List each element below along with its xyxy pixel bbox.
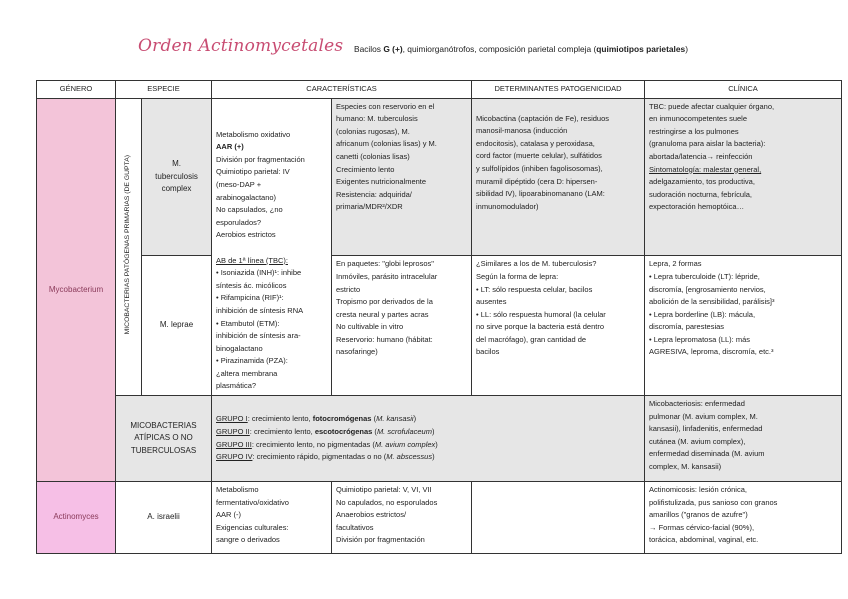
page-title: Orden Actinomycetales: [138, 36, 344, 56]
genus-actinomyces: Actinomyces: [37, 482, 116, 554]
actinomyces-determinants: [472, 482, 645, 554]
atypical-groups: [212, 396, 645, 482]
species-atypical: MICOBACTERIAS ATÍPICAS O NO TUBERCULOSAS: [116, 396, 212, 482]
header-especie: ESPECIE: [116, 81, 212, 99]
table-row: [37, 256, 842, 396]
atypical-group-1: GRUPO I: crecimiento lento, fotocromógenas (M. kansasii): [216, 414, 417, 424]
species-leprae: M. leprae: [142, 256, 212, 396]
group-label-primary: MICOBACTERIAS PATÓGENAS PRIMARIAS (DE GUPTA): [116, 98, 142, 395]
table-header-row: [37, 81, 842, 99]
table-row: [37, 98, 842, 256]
actinomyces-features-b: Quimiotipo parietal: V, VI, VII No capulados, no esporulados Anaerobios estrictos/ facultativos División por fragmentación: [332, 482, 472, 554]
header-determinantes: DETERMINANTES PATOGENICIDAD: [472, 81, 645, 99]
header-genero: GÉNERO: [37, 81, 116, 99]
header-caracteristicas: CARACTERÍSTICAS: [212, 81, 472, 99]
species-tuberculosis: M. tuberculosis complex: [142, 98, 212, 256]
leprae-determinants: ¿Similares a los de M. tuberculosis? Según la forma de lepra: • LT: sólo respuesta celular, bacilos ausentes • LL: sólo respuesta humoral (la celular no sirve porque la bacteria está dentro del macrófago), gran cantidad de bacilos: [472, 256, 645, 396]
header-clinica: CLÍNICA: [645, 81, 842, 99]
actinomyces-clinic: Actinomicosis: lesión crónica, polifistulizada, pus sanioso con granos amarillos ("granos de azufre") → Formas cérvico-facial (90%), torácica, abdominal, vaginal, etc.: [645, 482, 842, 554]
genus-mycobacterium: Mycobacterium: [37, 98, 116, 481]
species-israelii: A. israelii: [116, 482, 212, 554]
leprae-features: En paquetes: "globi leprosos" Inmóviles, parásito intracelular estricto Tropismo por derivados de la cresta neural y partes acras No cultivable in vitro Reservorio: humano (hábitat: nasofaringe): [332, 256, 472, 396]
leprae-clinic: Lepra, 2 formas • Lepra tuberculoide (LT): lépride, discromía, [engrosamiento nervios, abolición de la sensibilidad, parálisis]³ • Lepra borderline (LB): mácula, discromía, parestesias • Lepra lepromatosa (LL): más AGRESIVA, leproma, discromía, etc.³: [645, 256, 842, 396]
page-subtitle: Bacilos G (+), quimiorganótrofos, composición parietal compleja (quimiotipos parietales): [354, 44, 688, 54]
atypical-clinic: Micobacteriosis: enfermedad pulmonar (M. avium complex, M. kansasii), linfadenitis, enfermedad cutánea (M. avium complex), enfermedad diseminada (M. avium complex, M. kansasii): [645, 396, 842, 482]
actinomycetales-table: [36, 80, 842, 554]
tb-determinants: Micobactina (captación de Fe), residuos manosil-manosa (inducción endocitosis), catalasa y peroxidasa, cord factor (muerte celular), sulfátidos y sulfolípidos (inhiben fagolisosomas), muramil dipéptido (cera D: hipersen- sibilidad IV), lipoarabinomanano (LAM: inmunomodulador): [472, 98, 645, 256]
tb-features: Especies con reservorio en el humano: M. tuberculosis (colonias rugosas), M. africanum (colonias lisas) y M. canetti (colonias lisas) Crecimiento lento Exigentes nutricionalmente Resistencia: adquirida/ primaria/MDR²/XDR: [332, 98, 472, 256]
table-row: [37, 396, 842, 482]
table-row: [37, 482, 842, 554]
atypical-group-2: GRUPO II: crecimiento lento, escotocrógenas (M. scrofulaceum): [216, 426, 435, 436]
shared-features: Metabolismo oxidativo AAR (+) División por fragmentación Quimiotipo parietal: IV (meso-DAP + arabinogalactano) No capsulados, ¿no esporulados? Aerobios estrictos AB de 1ª línea (TBC): • Isoniazida (INH)¹: inhibe síntesis ác. micólicos • Rifampicina (RIF)¹: inhibición de síntesis RNA • Etambutol (ETM): inhibición de síntesis ara- binogalactano • Pirazinamida (PZA): ¿altera membrana plasmática?: [212, 98, 332, 395]
atypical-group-3: GRUPO III: crecimiento lento, no pigmentadas (M. avium complex): [216, 439, 438, 449]
actinomyces-features-a: Metabolismo fermentativo/oxidativo AAR (-) Exigencias culturales: sangre o derivados: [212, 482, 332, 554]
tb-clinic: TBC: puede afectar cualquier órgano, en inmunocompetentes suele restringirse a los pulmones (granuloma para aislar la bacteria): abortada/latencia→ reinfección Sintomatología: malestar general, adelgazamiento, tos productiva, sudoración nocturna, febrícula, expectoración hemoptóica…: [645, 98, 842, 256]
atypical-group-4: GRUPO IV: crecimiento rápido, pigmentadas o no (M. abscessus): [216, 452, 435, 462]
